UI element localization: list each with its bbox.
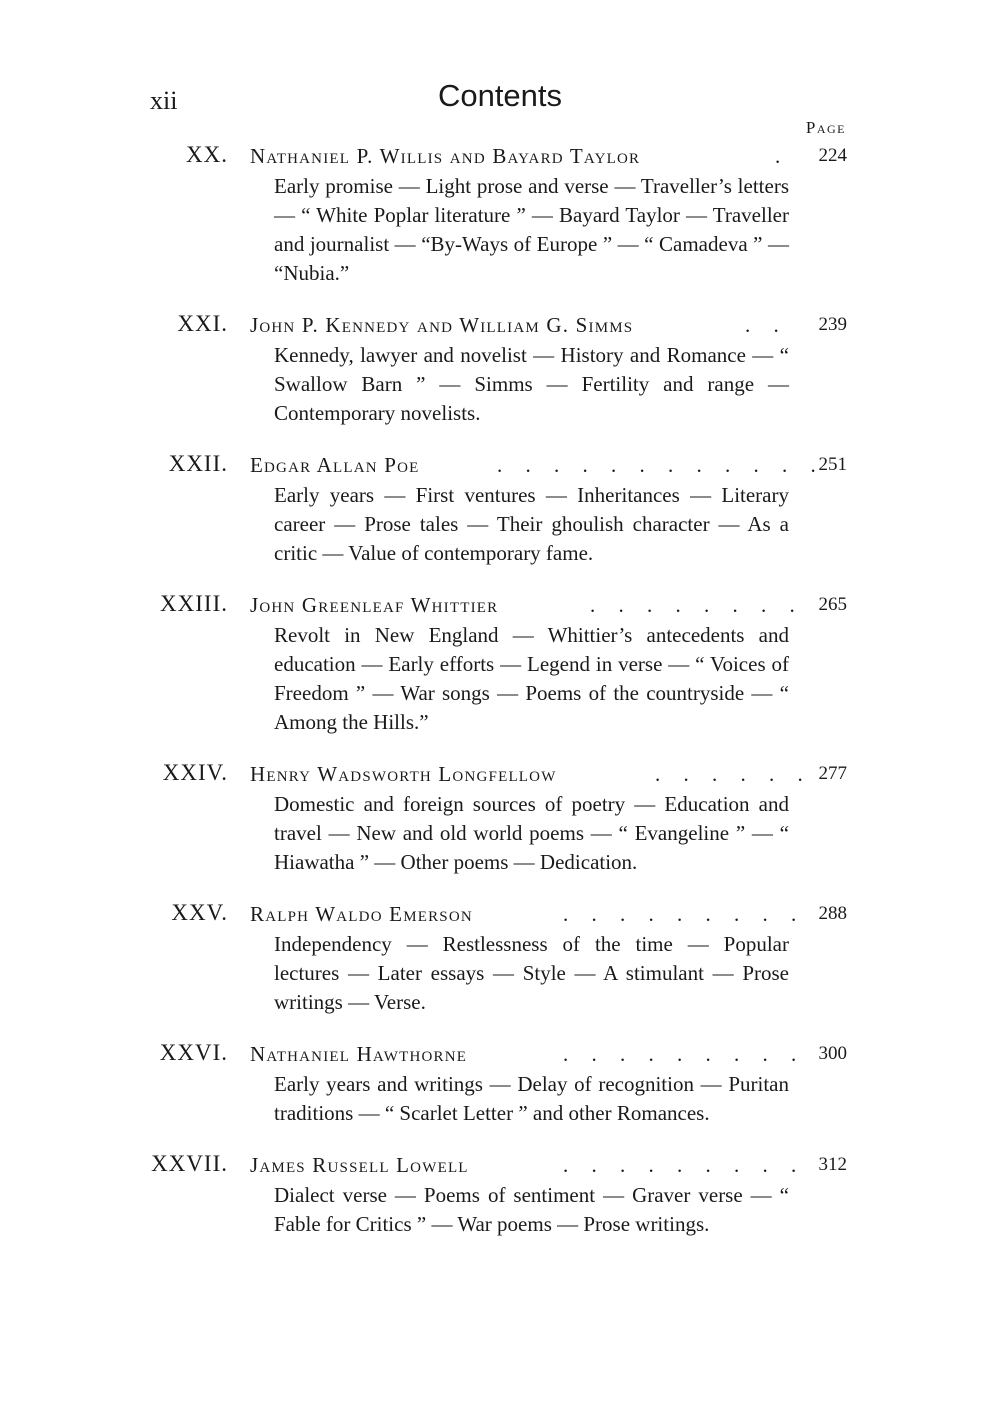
page-number: xii [150,86,178,115]
chapter-numeral: XX. [186,142,228,167]
chapter-title: James Russell Lowell [250,1153,469,1177]
page-title: Contents [437,78,563,113]
dot-leader: . . . . . . . . . [563,1042,806,1066]
chapter-numeral: XXIV. [162,760,228,785]
page-header [0,78,1000,118]
page-column-label: Page [805,118,846,137]
dot-leader: . . . . . . . . . . . . [497,453,825,477]
chapter-page-number: 277 [818,763,847,784]
contents-entry [0,591,1000,737]
chapter-page-number: 312 [818,1154,847,1175]
chapter-page-number: 265 [818,594,847,615]
chapter-title: Henry Wadsworth Longfellow [250,762,557,786]
entry-heading [0,1151,1000,1181]
dot-leader: . . . . . . [655,762,812,786]
chapter-numeral: XXIII. [160,591,228,616]
contents-entry [0,1151,1000,1239]
dot-leader: . [775,144,790,168]
chapter-title: John Greenleaf Whittier [250,593,499,617]
entry-heading [0,591,1000,621]
entry-heading [0,142,1000,172]
dot-leader: . . [745,313,788,337]
chapter-title: Edgar Allan Poe [250,453,420,477]
contents-list [0,142,1000,1262]
chapter-summary: Early years and writings — Delay of recognition — Puritan traditions — “ Scarlet Letter ” and other Romances. [274,1072,789,1125]
chapter-numeral: XXII. [168,451,228,476]
contents-entry [0,311,1000,428]
dot-leader: . . . . . . . . [590,593,804,617]
chapter-title: Nathaniel P. Willis and Bayard Taylor [250,144,641,168]
contents-entry [0,1040,1000,1128]
chapter-numeral: XXI. [177,311,228,336]
chapter-page-number: 300 [818,1043,847,1064]
dot-leader: . . . . . . . . . [563,902,806,926]
chapter-numeral: XXVII. [151,1151,228,1176]
chapter-numeral: XXVI. [159,1040,228,1065]
entry-heading [0,760,1000,790]
chapter-title: Nathaniel Hawthorne [250,1042,468,1066]
entry-heading [0,900,1000,930]
entry-heading [0,1040,1000,1070]
entry-heading [0,451,1000,481]
chapter-summary: Revolt in New England — Whittier’s antecedents and education — Early efforts — Legend in verse — “ Voices of Freedom ” — War songs — Poems of the countryside — “ Among the Hills.” [274,623,789,734]
chapter-summary: Kennedy, lawyer and novelist — History and Romance — “ Swallow Barn ” — Simms — Fertility and range — Contemporary novelists. [274,343,789,425]
chapter-summary: Dialect verse — Poems of sentiment — Graver verse — “ Fable for Critics ” — War poems — Prose writings. [274,1183,789,1236]
chapter-summary: Independency — Restlessness of the time — Popular lectures — Later essays — Style — A stimulant — Prose writings — Verse. [274,932,789,1014]
chapter-page-number: 224 [818,145,847,166]
chapter-numeral: XXV. [171,900,228,925]
contents-entry [0,142,1000,288]
contents-entry [0,451,1000,568]
dot-leader: . . . . . . . . . [563,1153,806,1177]
entry-heading [0,311,1000,341]
chapter-summary: Domestic and foreign sources of poetry — Education and travel — New and old world poems — “ Evangeline ” — “ Hiawatha ” — Other poems — Dedication. [274,792,789,874]
chapter-page-number: 239 [818,314,847,335]
chapter-title: Ralph Waldo Emerson [250,902,473,926]
contents-entry [0,900,1000,1017]
chapter-page-number: 251 [818,454,847,475]
chapter-title: John P. Kennedy and William G. Simms [250,313,634,337]
chapter-page-number: 288 [818,903,847,924]
chapter-summary: Early years — First ventures — Inheritances — Literary career — Prose tales — Their ghoulish character — As a critic — Value of contemporary fame. [274,483,789,565]
contents-entry [0,760,1000,877]
chapter-summary: Early promise — Light prose and verse — Traveller’s letters — “ White Poplar literature ” — Bayard Taylor — Traveller and journalist — “By-Ways of Europe ” — “ Camadeva ” — “Nubia.” [274,174,789,285]
